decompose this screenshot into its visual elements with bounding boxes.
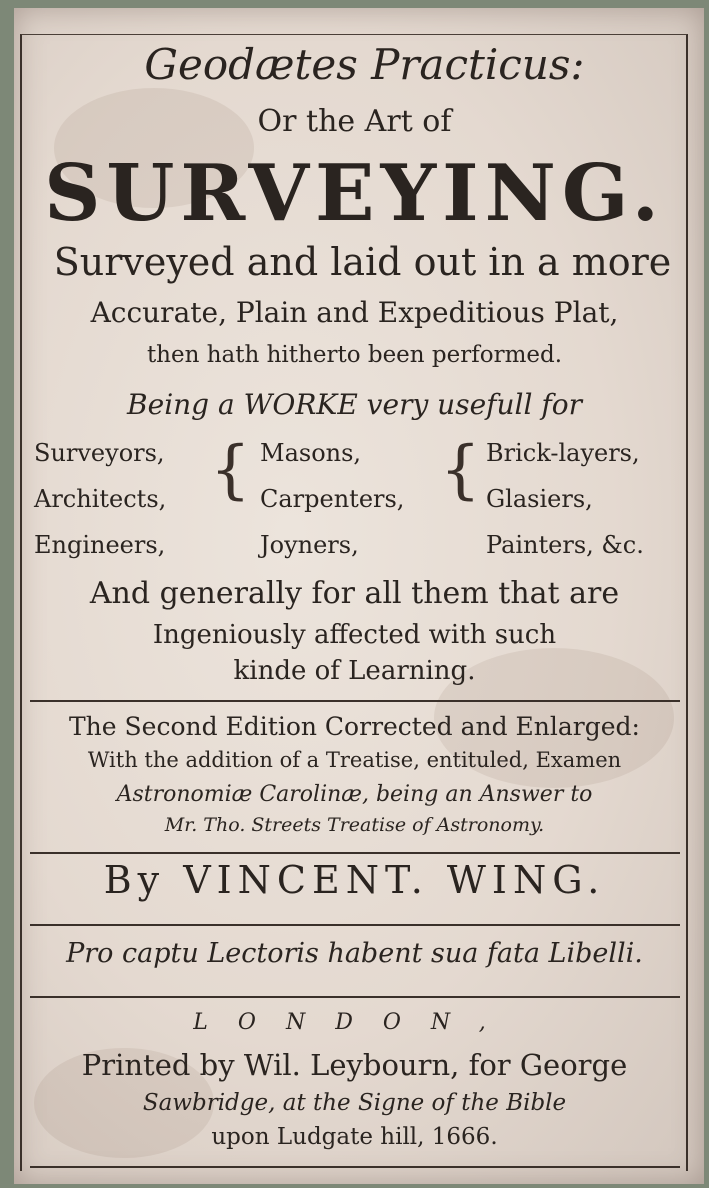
title-surveying: SURVEYING. xyxy=(44,148,665,239)
imprint-city: LONDON, xyxy=(193,1010,516,1035)
title-geodaetes: Geodætes Practicus: xyxy=(144,40,585,89)
brace-ornament: { xyxy=(440,433,481,507)
title-art-of: Or the Art of xyxy=(257,104,452,139)
divider-rule xyxy=(30,700,680,702)
trade-item: Masons, xyxy=(260,439,362,467)
divider-rule xyxy=(30,1166,680,1168)
subtitle-performed: then hath hitherto been performed. xyxy=(146,342,563,368)
divider-rule xyxy=(30,924,680,926)
author-line: By VINCENT. WING. xyxy=(103,858,606,902)
trade-item: Surveyors, xyxy=(34,439,165,467)
divider-rule xyxy=(30,996,680,998)
trade-item: Painters, &c. xyxy=(486,531,644,559)
trade-item: Architects, xyxy=(34,485,167,513)
subtitle-being-a-worke: Being a WORKE very usefull for xyxy=(127,388,582,421)
edition-line: The Second Edition Corrected and Enlarged: xyxy=(69,712,640,741)
edition-streets: Mr. Tho. Streets Treatise of Astronomy. xyxy=(164,814,545,836)
trades-column-3 xyxy=(486,430,644,568)
trade-item: Brick-layers, xyxy=(486,439,640,467)
subtitle-surveyed: Surveyed and laid out in a more xyxy=(53,240,672,284)
edition-examen: Astronomiæ Carolinæ, being an Answer to xyxy=(116,782,593,807)
edition-addition: With the addition of a Treatise, entituled, Examen xyxy=(87,748,622,772)
trade-item: Engineers, xyxy=(34,531,166,559)
trades-column-2 xyxy=(260,430,404,568)
general-ingeniously: Ingeniously affected with such xyxy=(152,620,557,650)
trade-item: Glasiers, xyxy=(486,485,593,513)
brace-ornament: { xyxy=(210,433,251,507)
imprint-date: upon Ludgate hill, 1666. xyxy=(211,1124,498,1150)
general-kinde: kinde of Learning. xyxy=(233,656,476,686)
trade-item: Carpenters, xyxy=(260,485,405,513)
subtitle-accurate: Accurate, Plain and Expeditious Plat, xyxy=(90,296,619,329)
imprint-printer: Printed by Wil. Leybourn, for George xyxy=(81,1048,628,1082)
general-line: And generally for all them that are xyxy=(89,576,620,611)
trade-item: Joyners, xyxy=(260,531,359,559)
trades-column-1 xyxy=(34,430,166,568)
latin-motto: Pro captu Lectoris habent sua fata Libelli. xyxy=(66,938,643,969)
divider-rule xyxy=(30,852,680,854)
imprint-sawbridge: Sawbridge, at the Signe of the Bible xyxy=(142,1090,567,1116)
